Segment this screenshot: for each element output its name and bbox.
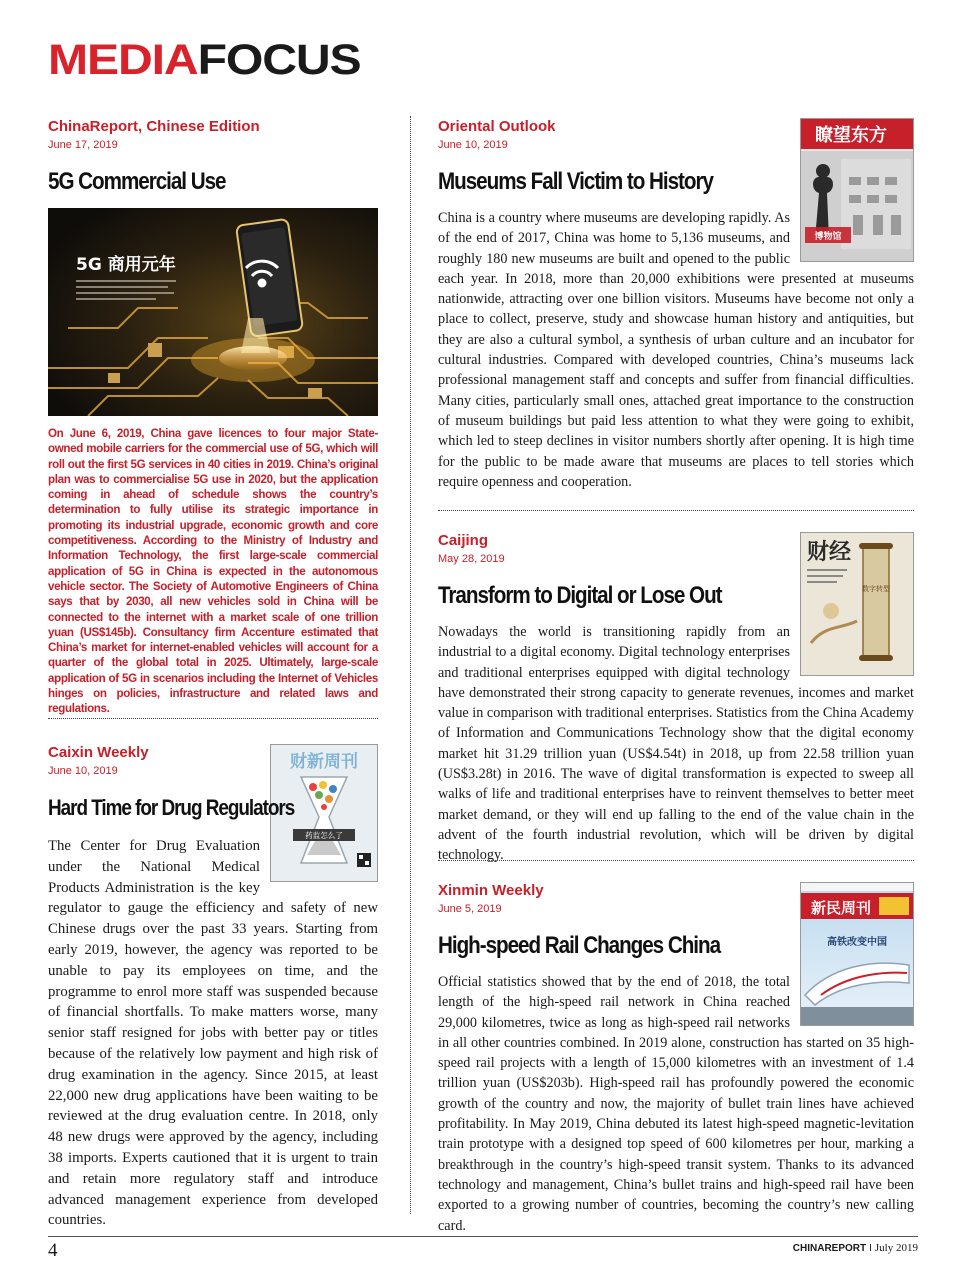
cover-sub-caijing: 数字转型 bbox=[862, 585, 890, 593]
cover-title-caixin: 财新周刊 bbox=[290, 752, 358, 772]
article-body: The Center for Drug Evaluation under the National Medical Products Administration is the key regulator to gauge the efficiency and safety of new Chinese drugs over the past 33 years. Starting from early 2019, however, the agency was reported to be unable to pay its employees on time, and the programme to enrol more staff was suspended because of financial shortfalls. To make matters worse, many senior staff resigned for jobs with better pay or titles because of the relatively low payment and high risk of drug examination in the agency. Since 2015, at least 22,000 new drug applications have been waiting to be reviewed at the drug evaluation centre. In 2018, only 48 new drugs were approved by the agency, including 38 imports. Experts cautioned that it is urgent to train and retain more regulatory staff and introduce advanced management experience from developed countries. bbox=[48, 838, 378, 1229]
article-title: 5G Commercial Use bbox=[48, 168, 226, 195]
article-date: June 10, 2019 bbox=[438, 139, 508, 151]
article-date: May 28, 2019 bbox=[438, 553, 505, 565]
cover-sub-oriental: 博物馆 bbox=[814, 232, 842, 242]
cover-sub-xinmin: 高铁改变中国 bbox=[827, 937, 887, 948]
article-date: June 5, 2019 bbox=[438, 903, 502, 915]
article-source: Xinmin Weekly bbox=[438, 882, 544, 899]
article-date: June 17, 2019 bbox=[48, 139, 118, 151]
article-source: Caixin Weekly bbox=[48, 744, 149, 761]
article-title: Transform to Digital or Lose Out bbox=[438, 582, 722, 609]
cover-title-xinmin: 新民周刊 bbox=[810, 899, 872, 917]
chip-phone-illustration bbox=[48, 208, 378, 416]
section-divider bbox=[438, 510, 914, 511]
masthead bbox=[48, 36, 361, 84]
article-museums bbox=[438, 118, 914, 492]
masthead-media: MEDIA bbox=[48, 36, 198, 84]
article-digital bbox=[438, 532, 914, 866]
cover-title-caijing: 财经 bbox=[807, 540, 852, 565]
article-body: Nowadays the world is transitioning rapidly from an industrial to a digital economy. Digital technology enterprises and traditional enterprises equipped with digital technology have demonstrated their strong capacity to generate revenues, incomes and market value in comparison with traditional enterprises. Statistics from the China Academy of Information and Communications Technology show that the digital economy market hit 31.29 trillion yuan (US$4.54t) in 2018, up from 22.58 trillion yuan (US$3.28t) in 2016. The wave of digital transformation is expected to sweep all walks of life and traditional enterprises have to reinvent themselves to better meet market demand, or they will end up falling to the end of the value chain in the advent of the fourth industrial revolution, which will be driven by digital technology. bbox=[438, 624, 914, 864]
article-source: Oriental Outlook bbox=[438, 118, 556, 135]
article-source: ChinaReport, Chinese Edition bbox=[48, 118, 260, 135]
article-5g bbox=[48, 118, 378, 717]
footer-rule bbox=[48, 1236, 918, 1237]
section-divider bbox=[438, 860, 914, 861]
section-divider bbox=[48, 718, 378, 719]
article-body: On June 6, 2019, China gave licences to four major State-owned mobile carriers for the commercial use of 5G, which will roll out the first 5G services in 40 cities in 2019. China’s original plan was to commercialise 5G use in 2020, but the application coming in ahead of schedule shows the country’s determination to fully utilise its strategic importance in promoting its industrial upgrade, economic growth and core competitiveness. According to the Ministry of Industry and Information Technology, the first large-scale commercial application of 5G in China is expected in the autonomous vehicle sector. The Society of Automotive Engineers of China says that by 2030, all new vehicles sold in China will be connected to the internet with a market scale of one trillion yuan (US$145b). Consultancy firm Accenture estimated that China’s market for internet-enabled vehicles will account for a quarter of the global total in 2025. Ultimately, large-scale application of 5G in scenarios including the Internet of Vehicles hinges on policies, infrastructure and related laws and regulations. bbox=[48, 427, 378, 716]
article-body: Official statistics showed that by the end of 2018, the total length of the high-speed rail network in China reached 29,000 kilometres, twice as long as high-speed rail networks in all other countries combined. In 2019 alone, construction has started on 35 high-speed rail projects with a length of 15,000 kilometres with an investment of 1.4 trillion yuan (US$203b). High-speed rail has profoundly powered the economic growth of the country and now, the majority of bullet train lines have achieved profitability. In May 2019, China debuted its latest high-speed magnetic-levitation train prototype with a designed top speed of 600 kilometres per hour, marking a breakthrough in the country’s high-speed transit system. Thanks to its advanced technology and management, China’s bullet trains and high-speed rail have been exported to a growing number of countries, becoming the country’s new calling card. bbox=[438, 974, 914, 1234]
footer-date: July 2019 bbox=[874, 1242, 918, 1254]
footer-brand-name: CHINAREPORT bbox=[792, 1243, 867, 1254]
article-date: June 10, 2019 bbox=[48, 765, 118, 777]
article-high-speed-rail bbox=[438, 882, 914, 1236]
masthead-focus: FOCUS bbox=[197, 36, 361, 84]
article-title: Hard Time for Drug Regulators bbox=[48, 795, 295, 820]
article-title: High-speed Rail Changes China bbox=[438, 932, 721, 959]
article-drug-regulators bbox=[48, 744, 378, 1231]
footer-brand bbox=[793, 1242, 918, 1254]
article-image-5g bbox=[48, 208, 378, 416]
article-source: Caijing bbox=[438, 532, 489, 549]
page-number: 4 bbox=[48, 1240, 58, 1261]
cover-sub-caixin: 药监怎么了 bbox=[305, 831, 343, 840]
article-body: China is a country where museums are developing rapidly. As of the end of 2017, China was home to 5,136 museums, and roughly 180 new museums are built and opened to the public each year. In 2018, more than 20,000 exhibitions were presented at museums nationwide, attracting over one billion visitors. Museums have become not only a place to collect, preserve, study and showcase human history and antiquities, but they are also a cultural symbol, a synthesis of urban culture and an incubator for cultural industries. Compared with developed countries, China’s museums lack professional management staff and concepts and suffer from financial difficulties. Many cities, particularly small ones, attached great importance to the construction of museum buildings but paid less attention to what they were going to exhibit, which led to steep declines in visitor numbers shortly after opening. It is high time for the public to be made aware that museums are places to tell stories which require openness and cooperation. bbox=[438, 210, 914, 490]
cover-title-oriental: 瞭望东方 bbox=[815, 125, 887, 146]
image-caption-5g: 5G 商用元年 bbox=[76, 255, 176, 275]
article-title: Museums Fall Victim to History bbox=[438, 168, 713, 195]
footer-separator: I bbox=[869, 1243, 872, 1254]
column-divider bbox=[410, 116, 411, 1214]
